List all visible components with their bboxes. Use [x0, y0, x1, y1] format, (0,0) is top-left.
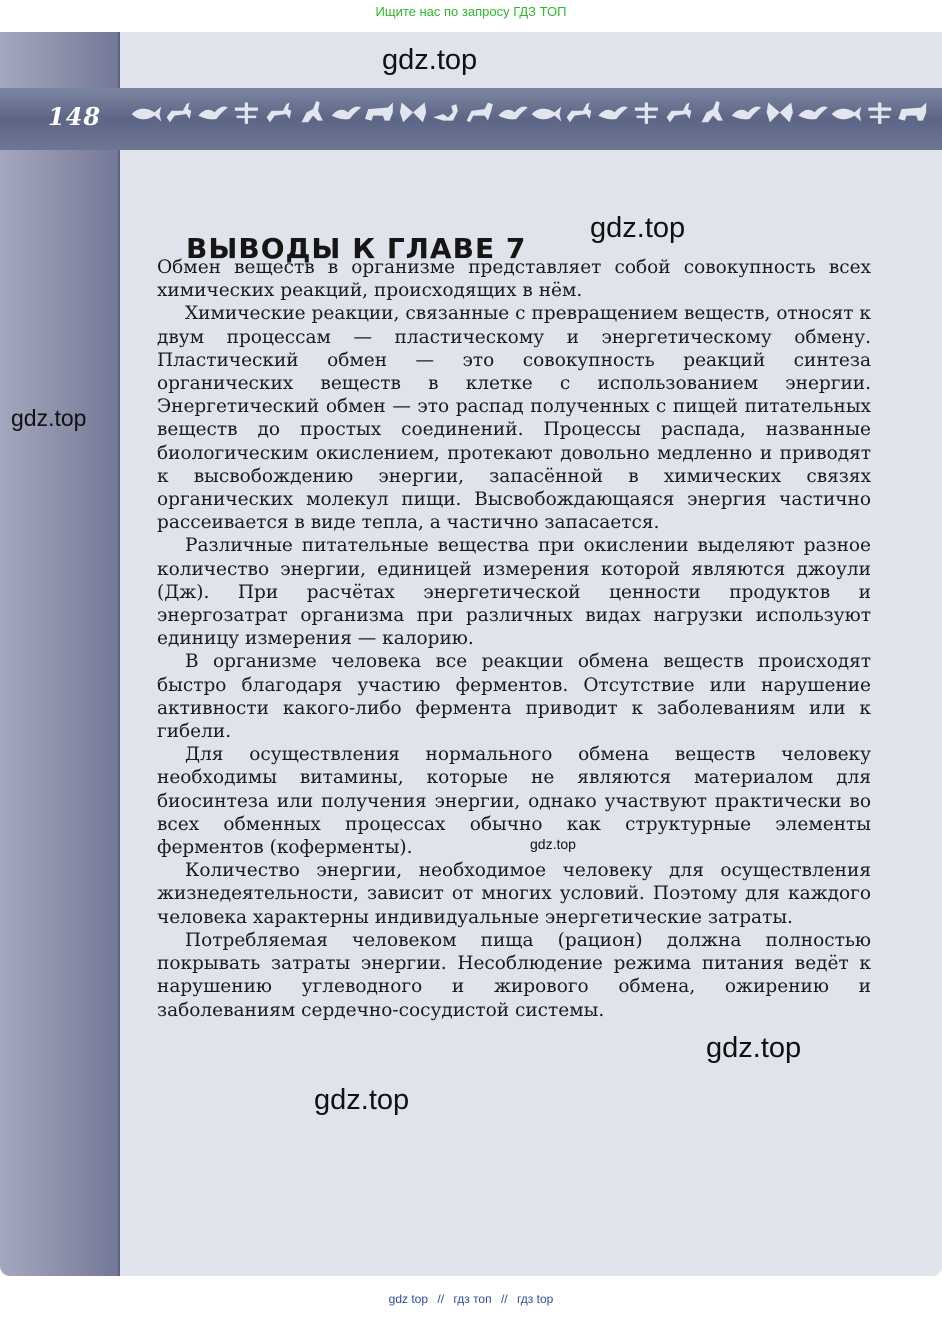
watermark-left-margin: gdz.top [11, 405, 87, 431]
kangaroo-icon [302, 101, 323, 122]
paragraph-5: Для осуществления нормального обмена веществ человеку необходимы витамины, которые не являются материалом для биосинтеза или получения энергии, однако участвуют практически во всех обменных процессах обычно как структурные элементы ферментов (коферменты). [157, 744, 871, 859]
bird-icon [732, 107, 762, 120]
bird-icon [198, 107, 228, 120]
chapter-text [157, 256, 871, 1022]
watermark-lower-left: gdz.top [314, 1084, 410, 1116]
deer-icon [567, 103, 592, 123]
fish-icon [532, 107, 562, 122]
scorpion-icon [433, 104, 458, 120]
watermark-mid-small: gdz.top [530, 836, 576, 852]
bird-icon [598, 107, 628, 120]
bottom-footer [0, 1292, 942, 1312]
insect-icon [868, 103, 891, 124]
left-margin-stripe [0, 32, 120, 1276]
insect-icon [635, 103, 658, 124]
paragraph-2: Химические реакции, связанные с превращением веществ, относят к двум процессам — пластическому и энергетическому обмену. Пластический обмен — это совокупность реакций синтеза органических веществ в клетке с использованием энергии. Энергетический обмен — это распад полученных с пищей питательных веществ до простых соединений. Процессы распада, названные биологическим окислением, протекают довольно медленно и приводят к высвобождению энергии, запасённой в химических связях органических молекул пищи. Высвобождающаяся энергия частично рассеивается в виде тепла, а частично запасается. [157, 303, 871, 534]
deer-icon [667, 103, 692, 123]
bird-icon [498, 107, 528, 120]
insect-icon [235, 103, 258, 124]
page-number: 148 [48, 102, 102, 131]
fish-icon [132, 107, 162, 122]
bird-icon [332, 107, 362, 120]
chapter-conclusion-title: ВЫВОДЫ К ГЛАВЕ 7 [186, 232, 527, 265]
fish-icon [832, 107, 862, 122]
footer-link-2[interactable]: гдз топ [453, 1292, 492, 1306]
watermark-top: gdz.top [382, 44, 478, 76]
bird-icon [798, 107, 828, 120]
deer-icon [167, 103, 192, 123]
butterfly-icon [400, 103, 426, 123]
horse-icon [467, 103, 493, 123]
textbook-page [0, 32, 942, 1276]
footer-link-1[interactable]: gdz top [388, 1292, 429, 1306]
footer-separator-2: // [500, 1292, 508, 1306]
paragraph-3: Различные питательные вещества при окислении выделяют разное количество энергии, единицей измерения которой являются джоули (Дж). При расчётах энергетической ценности продуктов и энергозатрат организма при различных видах нагрузки используют единицу измерения — калорию. [157, 535, 871, 650]
paragraph-4: В организме человека все реакции обмена веществ происходят быстро благодаря участию ферментов. Отсутствие или нарушение активности какого-либо фермента приводит к заболеваниям или к гибели. [157, 651, 871, 743]
footer-link-3[interactable]: гдз top [516, 1292, 554, 1306]
page-header-band [0, 88, 942, 150]
deer-icon [267, 103, 292, 123]
animal-silhouettes-row [128, 96, 928, 140]
rhino-icon [365, 103, 393, 121]
rhino-icon [898, 103, 926, 121]
butterfly-icon [767, 103, 793, 123]
paragraph-6: Количество энергии, необходимое человеку для осуществления жизнедеятельности, зависит от многих условий. Поэтому для каждого человека характерны индивидуальные энергетические затраты. [157, 860, 871, 928]
paragraph-1: Обмен веществ в организме представляет собой совокупность всех химических реакций, происходящих в нём. [157, 257, 871, 302]
paragraph-7: Потребляемая человеком пища (рацион) должна полностью покрывать затраты энергии. Несоблюдение режима питания ведёт к нарушению углеводного и жирового обмена, ожирению и заболеваниям сердечно-сосудистой системы. [157, 929, 871, 1021]
top-banner[interactable]: Ищите нас по запросу ГДЗ ТОП [375, 4, 567, 19]
footer-separator-1: // [437, 1292, 445, 1306]
watermark-lower-right: gdz.top [706, 1032, 802, 1064]
kangaroo-icon [702, 101, 723, 122]
watermark-title-right: gdz.top [590, 212, 686, 244]
